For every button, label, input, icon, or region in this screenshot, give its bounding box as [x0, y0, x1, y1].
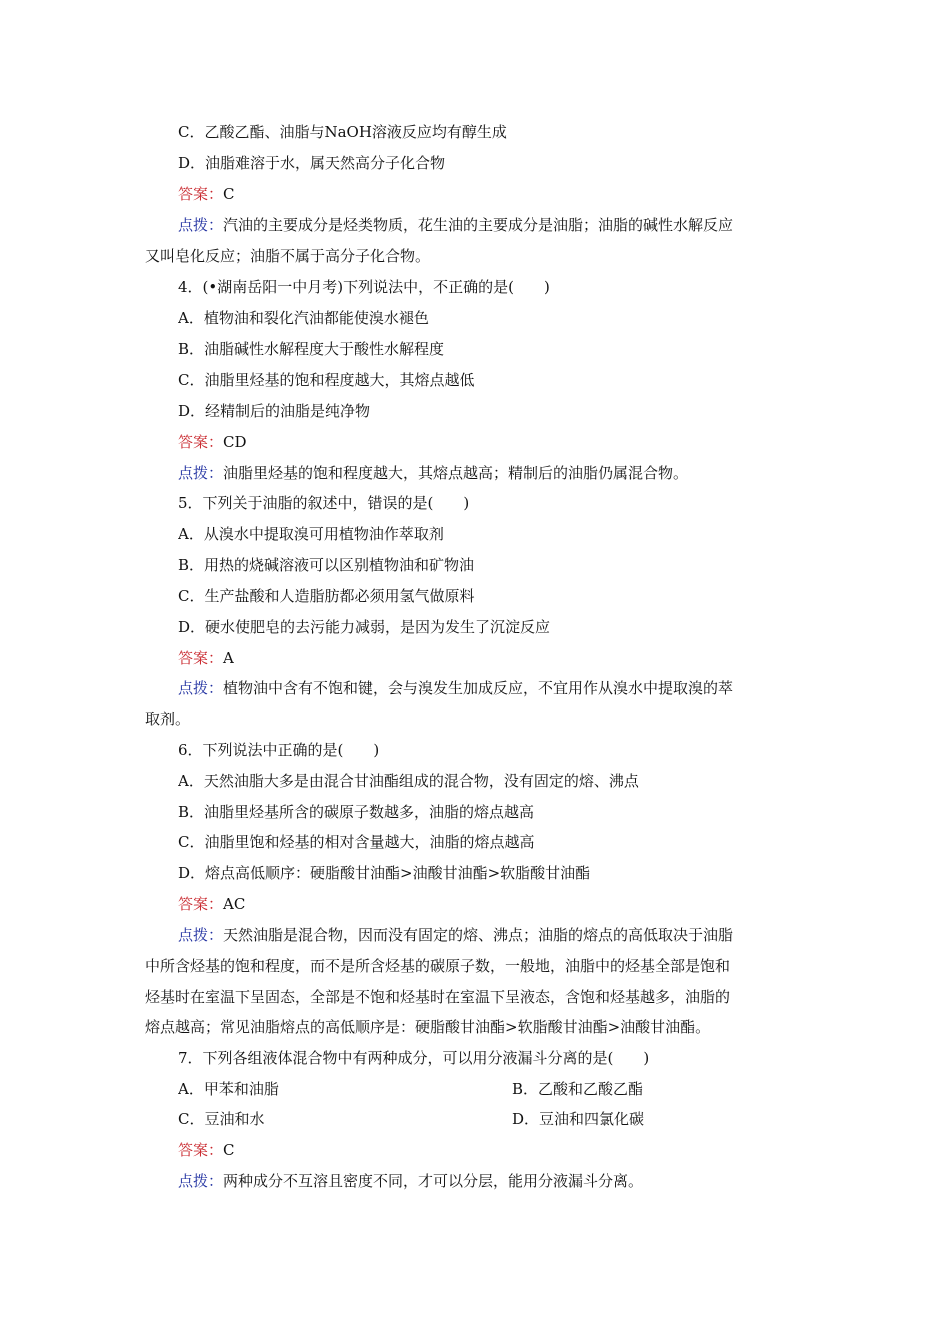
- q6-hint-cont-1: 中所含烃基的饱和程度，而不是所含烃基的碳原子数，一般地，油脂中的烃基全部是饱和: [145, 957, 731, 975]
- q7-answer: [178, 1135, 810, 1166]
- answer-label: 答案：: [178, 433, 224, 451]
- q4-option-c: C．油脂里烃基的饱和程度越大，其熔点越低: [178, 371, 475, 389]
- hint-label: 点拨：: [178, 1172, 224, 1190]
- q3-hint: [178, 210, 810, 241]
- hint-text: 油脂里烃基的饱和程度越大，其熔点越高；精制后的油脂仍属混合物。: [223, 464, 689, 482]
- q3-answer: [178, 179, 810, 210]
- q5-option-b: B．用热的烧碱溶液可以区别植物油和矿物油: [178, 556, 475, 574]
- q5-option-a: A．从溴水中提取溴可用植物油作萃取剂: [178, 525, 444, 543]
- answer-value: A: [223, 649, 234, 667]
- answer-value: C: [223, 1141, 235, 1159]
- q5-hint-cont: 取剂。: [145, 710, 191, 728]
- q6-option-a: A．天然油脂大多是由混合甘油酯组成的混合物，没有固定的熔、沸点: [178, 772, 639, 790]
- answer-value: AC: [223, 895, 246, 913]
- q6-option-d: D．熔点高低顺序：硬脂酸甘油酯>油酸甘油酯>软脂酸甘油酯: [178, 864, 591, 882]
- q5-hint: [178, 673, 810, 704]
- q6-hint-cont-3: 熔点越高；常见油脂熔点的高低顺序是：硬脂酸甘油酯>软脂酸甘油酯>油酸甘油酯。: [145, 1018, 711, 1036]
- hint-label: 点拨：: [178, 679, 224, 697]
- q4-hint: [178, 458, 810, 489]
- answer-label: 答案：: [178, 1141, 224, 1159]
- q5-stem: 5．下列关于油脂的叙述中，错误的是( ): [178, 494, 470, 512]
- q5-option-d: D．硬水使肥皂的去污能力减弱，是因为发生了沉淀反应: [178, 618, 551, 636]
- answer-label: 答案：: [178, 185, 224, 203]
- q7-option-b: B．乙酸和乙酸乙酯: [512, 1080, 644, 1098]
- answer-value: CD: [223, 433, 247, 451]
- q7-option-a: A．甲苯和油脂: [178, 1080, 279, 1098]
- hint-text: 两种成分不互溶且密度不同，才可以分层，能用分液漏斗分离。: [223, 1172, 644, 1190]
- hint-text: 天然油脂是混合物，因而没有固定的熔、沸点；油脂的熔点的高低取决于油脂: [223, 926, 734, 944]
- hint-text: 植物油中含有不饱和键，会与溴发生加成反应，不宜用作从溴水中提取溴的萃: [223, 679, 734, 697]
- q6-option-c: C．油脂里饱和烃基的相对含量越大，油脂的熔点越高: [178, 833, 535, 851]
- answer-label: 答案：: [178, 649, 224, 667]
- hint-label: 点拨：: [178, 926, 224, 944]
- hint-label: 点拨：: [178, 216, 224, 234]
- q7-option-c: C．豆油和水: [178, 1110, 265, 1128]
- q6-answer: [178, 889, 810, 920]
- q4-option-b: B．油脂碱性水解程度大于酸性水解程度: [178, 340, 445, 358]
- q6-option-b: B．油脂里烃基所含的碳原子数越多，油脂的熔点越高: [178, 803, 535, 821]
- q6-hint-cont-2: 烃基时在室温下呈固态，全部是不饱和烃基时在室温下呈液态，含饱和烃基越多，油脂的: [145, 988, 731, 1006]
- q3-option-c: C．乙酸乙酯、油脂与NaOH溶液反应均有醇生成: [178, 123, 507, 141]
- q7-option-d: D．豆油和四氯化碳: [512, 1110, 645, 1128]
- q4-option-d: D．经精制后的油脂是纯净物: [178, 402, 371, 420]
- q3-option-d: D．油脂难溶于水，属天然高分子化合物: [178, 154, 446, 172]
- q7-stem: 7．下列各组液体混合物中有两种成分，可以用分液漏斗分离的是( ): [178, 1049, 650, 1067]
- q4-option-a: A．植物油和裂化汽油都能使溴水褪色: [178, 309, 429, 327]
- answer-label: 答案：: [178, 895, 224, 913]
- q4-answer: [178, 427, 810, 458]
- answer-value: C: [223, 185, 235, 203]
- q5-answer: [178, 643, 810, 674]
- q3-hint-cont: 又叫皂化反应；油脂不属于高分子化合物。: [145, 247, 431, 265]
- q7-hint: [178, 1166, 810, 1197]
- q6-stem: 6．下列说法中正确的是( ): [178, 741, 380, 759]
- q5-option-c: C．生产盐酸和人造脂肪都必须用氢气做原料: [178, 587, 475, 605]
- hint-label: 点拨：: [178, 464, 224, 482]
- hint-text: 汽油的主要成分是烃类物质，花生油的主要成分是油脂；油脂的碱性水解反应: [223, 216, 734, 234]
- q6-hint: [178, 920, 810, 951]
- q4-stem: 4．(•湖南岳阳一中月考)下列说法中，不正确的是( ): [178, 278, 550, 296]
